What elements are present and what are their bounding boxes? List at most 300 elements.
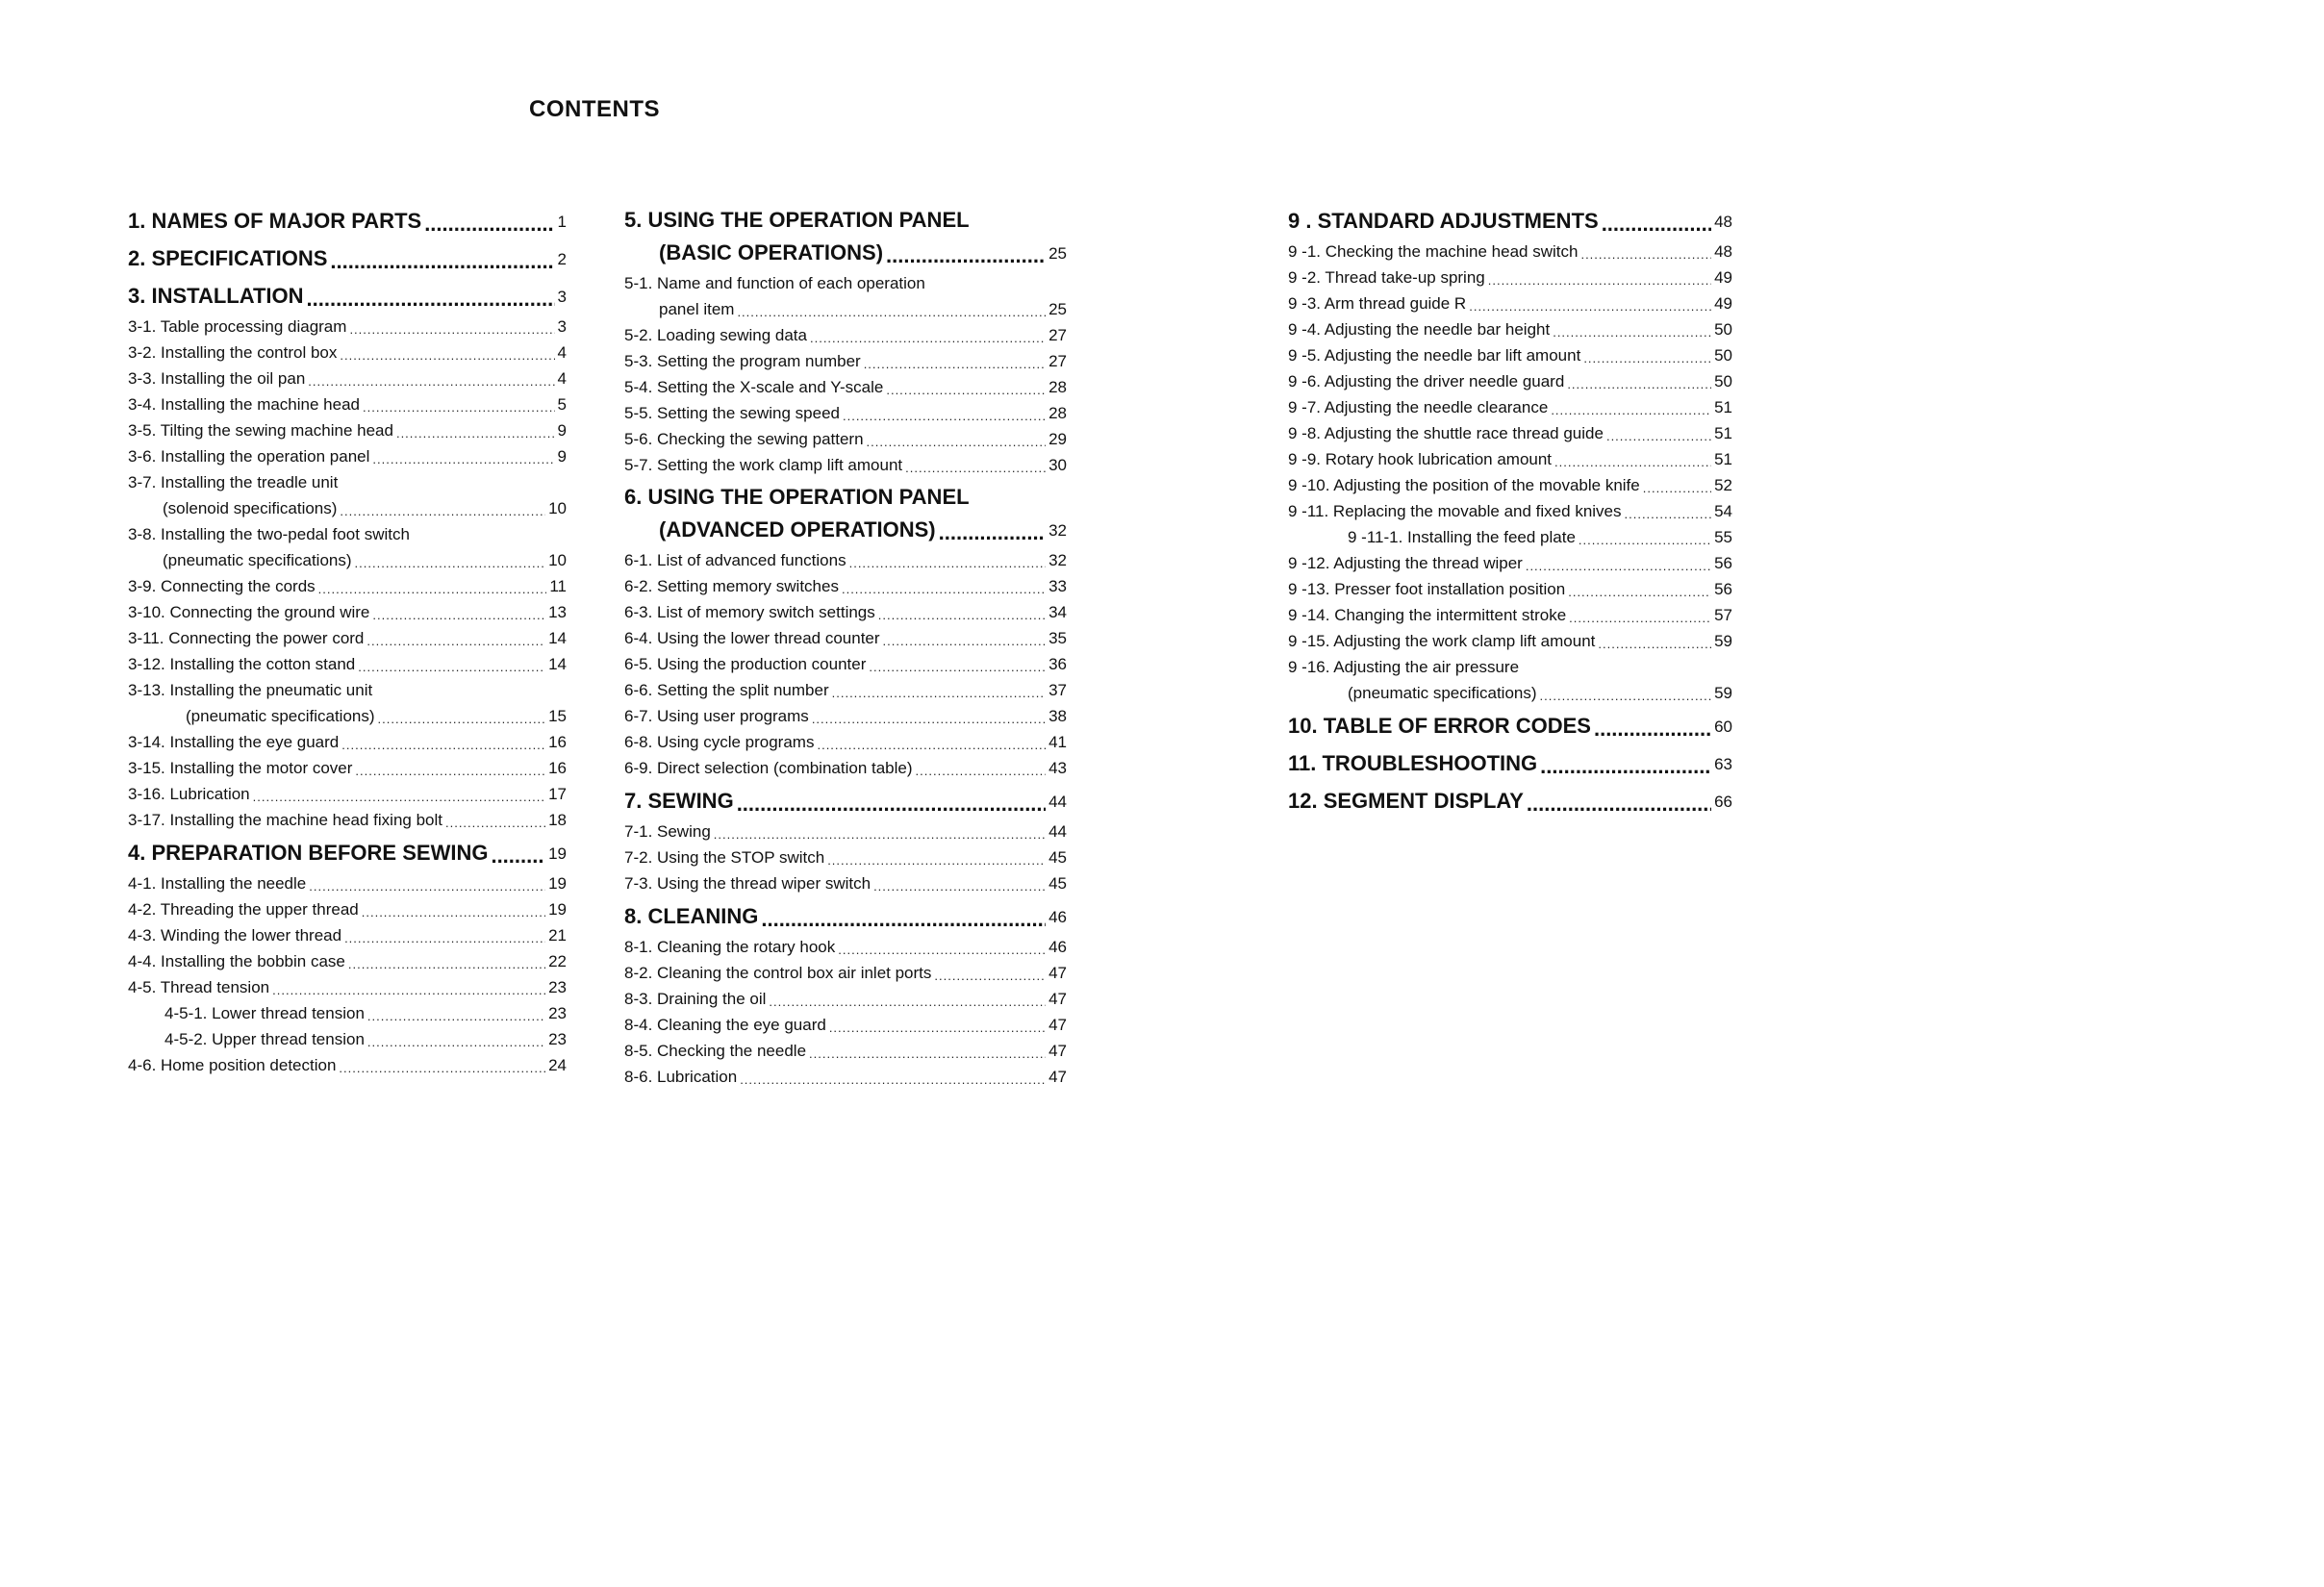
toc-page: 9 [557,421,567,440]
toc-entry[interactable] [1288,446,1732,472]
toc-page: 4 [557,343,567,362]
toc-entry[interactable] [128,495,567,521]
toc-entry[interactable] [128,948,567,974]
toc-page: 32 [1048,521,1067,540]
dot-leader [1606,420,1711,446]
dot-leader [1643,472,1711,498]
toc-label: 3-12. Installing the cotton stand [128,655,356,673]
toc-page: 46 [1048,908,1067,926]
toc-label: 7-1. Sewing [624,822,711,841]
toc-page: 10 [548,499,567,517]
toc-page: 56 [1714,554,1732,572]
dot-leader [358,651,545,677]
dot-leader [1553,316,1711,342]
toc-label: 3-6. Installing the operation panel [128,447,370,466]
toc-page: 66 [1714,793,1732,811]
toc-entry[interactable] [1288,239,1732,264]
toc-label: 8-6. Lubrication [624,1068,738,1086]
dot-leader [761,898,1046,934]
toc-page: 37 [1048,681,1067,699]
toc-entry[interactable] [624,374,1067,400]
dot-leader [737,783,1046,819]
toc-page: 4 [557,369,567,388]
toc-entry[interactable] [624,960,1067,986]
toc-page: 51 [1714,424,1732,442]
toc-entry-line[interactable]: 3-7. Installing the treadle unit [128,473,339,491]
toc-entry[interactable] [128,573,567,599]
toc-entry[interactable] [1288,602,1732,628]
toc-entry[interactable] [624,870,1067,896]
toc-entry[interactable] [624,1012,1067,1038]
dot-leader [867,426,1047,452]
toc-label: 9 -9. Rotary hook lubrication amount [1288,450,1553,468]
toc-entry[interactable] [128,729,567,755]
toc-label: (ADVANCED OPERATIONS) [659,517,936,542]
toc-column-1 [128,201,567,1078]
toc-entry[interactable] [624,729,1067,755]
toc-page: 51 [1714,398,1732,416]
toc-page: 22 [548,952,567,970]
toc-page: 54 [1714,502,1732,520]
toc-page: 48 [1714,242,1732,261]
toc-label: 4-2. Threading the upper thread [128,900,359,919]
toc-label: 7-3. Using the thread wiper switch [624,874,872,893]
toc-label: 6-4. Using the lower thread counter [624,629,880,647]
toc-label: 3-9. Connecting the cords [128,577,316,595]
toc-entry[interactable] [624,986,1067,1012]
toc-label: 3-11. Connecting the power cord [128,629,365,647]
toc-label: 4. PREPARATION BEFORE SEWING [128,841,489,865]
dot-leader [1602,203,1711,239]
toc-page: 3 [557,317,567,336]
toc-entry[interactable] [128,599,567,625]
dot-leader [1554,446,1711,472]
toc-section-1[interactable] [128,203,567,239]
toc-page: 45 [1048,848,1067,867]
toc-page: 25 [1048,244,1067,263]
toc-page: 33 [1048,577,1067,595]
dot-leader [372,599,545,625]
toc-entry[interactable] [128,651,567,677]
toc-section-6[interactable] [624,512,1067,547]
toc-page: 34 [1048,603,1067,621]
toc-page: 43 [1048,759,1067,777]
toc-page: 60 [1714,718,1732,736]
toc-page: 10 [548,551,567,569]
toc-label: 9 -8. Adjusting the shuttle race thread guide [1288,424,1604,442]
dot-leader [1567,368,1711,394]
dot-leader [366,625,545,651]
toc-entry[interactable] [1288,316,1732,342]
dot-leader [396,417,555,443]
toc-label: 3. INSTALLATION [128,284,304,308]
toc-entry[interactable] [1288,264,1732,290]
toc-label: 8-5. Checking the needle [624,1042,807,1060]
toc-page: 50 [1714,372,1732,390]
dot-leader [883,625,1047,651]
toc-entry[interactable] [624,322,1067,348]
toc-entry[interactable] [1288,680,1732,706]
dot-leader [829,1012,1046,1038]
toc-label: 3-16. Lubrication [128,785,250,803]
dot-leader [362,896,545,922]
toc-label: (BASIC OPERATIONS) [659,240,884,264]
toc-section-6-title[interactable]: 6. USING THE OPERATION PANEL [624,485,970,509]
dot-leader [878,599,1046,625]
toc-entry-line[interactable]: 3-13. Installing the pneumatic unit [128,681,373,699]
toc-label: 9 -1. Checking the machine head switch [1288,242,1579,261]
toc-page: 44 [1048,793,1067,811]
toc-entry[interactable] [624,934,1067,960]
dot-leader [367,1000,545,1026]
toc-entry[interactable] [624,1064,1067,1090]
toc-page: 44 [1048,822,1067,841]
toc-entry[interactable] [128,314,567,340]
toc-section-10[interactable] [1288,708,1732,743]
dot-leader [916,755,1047,781]
toc-label: 5-4. Setting the X-scale and Y-scale [624,378,884,396]
toc-page: 28 [1048,404,1067,422]
toc-label: 9 -6. Adjusting the driver needle guard [1288,372,1565,390]
dot-leader [873,870,1046,896]
toc-section-11[interactable] [1288,745,1732,781]
toc-page: 17 [548,785,567,803]
toc-label: 6-8. Using cycle programs [624,733,815,751]
dot-leader [363,391,555,417]
toc-section-9[interactable] [1288,203,1732,239]
toc-page: 47 [1048,1068,1067,1086]
toc-page: 49 [1714,268,1732,287]
toc-entry[interactable] [624,573,1067,599]
toc-entry[interactable] [128,391,567,417]
toc-label: 8. CLEANING [624,904,759,928]
toc-page: 47 [1048,1016,1067,1034]
toc-label: 6-9. Direct selection (combination table) [624,759,913,777]
dot-leader [1580,239,1711,264]
dot-leader [1598,628,1711,654]
toc-label: (pneumatic specifications) [1348,684,1537,702]
toc-page: 1 [557,213,567,231]
dot-leader [842,573,1046,599]
toc-entry-line[interactable]: 3-8. Installing the two-pedal foot switch [128,525,410,543]
toc-label: 3-10. Connecting the ground wire [128,603,370,621]
dot-leader [309,870,545,896]
toc-entry[interactable] [624,296,1067,322]
dot-leader [344,922,545,948]
dot-leader [1625,498,1712,524]
toc-label: 9 -14. Changing the intermittent stroke [1288,606,1567,624]
dot-leader [864,348,1046,374]
toc-label: 8-1. Cleaning the rotary hook [624,938,836,956]
toc-entry-line[interactable]: 9 -16. Adjusting the air pressure [1288,658,1520,676]
dot-leader [424,203,554,239]
toc-label: 5-5. Setting the sewing speed [624,404,840,422]
dot-leader [1579,524,1711,550]
dot-leader [886,235,1046,270]
toc-entry[interactable] [128,340,567,365]
dot-leader [1568,576,1711,602]
dot-leader [838,934,1046,960]
dot-leader [340,495,545,521]
toc-page: 16 [548,733,567,751]
dot-leader [339,1052,545,1078]
toc-label: 3-17. Installing the machine head fixing bolt [128,811,442,829]
dot-leader [378,703,546,729]
toc-label: 7. SEWING [624,789,734,813]
toc-label: 1. NAMES OF MAJOR PARTS [128,209,422,233]
toc-label: 9 -13. Presser foot installation position [1288,580,1566,598]
toc-entry[interactable] [1288,628,1732,654]
dot-leader [714,819,1046,844]
toc-section-12[interactable] [1288,783,1732,819]
toc-section-5-title[interactable]: 5. USING THE OPERATION PANEL [624,208,970,232]
toc-page: 28 [1048,378,1067,396]
dot-leader [827,844,1046,870]
page-title: CONTENTS [529,96,660,122]
toc-entry[interactable] [128,547,567,573]
toc-label: 4-4. Installing the bobbin case [128,952,345,970]
toc-label: 9 -10. Adjusting the position of the movable knife [1288,476,1640,494]
toc-entry[interactable] [624,651,1067,677]
toc-page: 3 [557,288,567,306]
toc-page: 50 [1714,320,1732,339]
toc-label: 6-6. Setting the split number [624,681,829,699]
toc-entry[interactable] [128,1000,567,1026]
toc-label: 9 -7. Adjusting the needle clearance [1288,398,1549,416]
toc-label: 6-1. List of advanced functions [624,551,846,569]
toc-page: 5 [557,395,567,414]
toc-entry[interactable] [128,922,567,948]
toc-entry[interactable] [128,703,567,729]
toc-entry[interactable] [624,348,1067,374]
dot-leader [355,547,546,573]
dot-leader [812,703,1046,729]
toc-label: 3-1. Table processing diagram [128,317,347,336]
toc-label: 9 -11-1. Installing the feed plate [1348,528,1576,546]
toc-page: 55 [1714,528,1732,546]
toc-entry[interactable] [624,599,1067,625]
toc-entry[interactable] [624,677,1067,703]
toc-page: 19 [548,874,567,893]
toc-page: 15 [548,707,567,725]
toc-page: 36 [1048,655,1067,673]
toc-entry[interactable] [128,1026,567,1052]
toc-label: 6-3. List of memory switch settings [624,603,875,621]
dot-leader [355,755,545,781]
dot-leader [445,807,545,833]
dot-leader [253,781,545,807]
toc-page: 25 [1048,300,1067,318]
toc-entry[interactable] [128,1052,567,1078]
toc-page: 19 [548,844,567,863]
dot-leader [307,278,555,314]
toc-label: 3-2. Installing the control box [128,343,338,362]
toc-entry[interactable] [624,547,1067,573]
toc-label: 4-5. Thread tension [128,978,270,996]
dot-leader [1540,745,1711,781]
toc-entry-line[interactable]: 5-1. Name and function of each operation [624,274,925,292]
toc-entry[interactable] [128,870,567,896]
toc-label: 3-4. Installing the machine head [128,395,360,414]
toc-entry[interactable] [128,443,567,469]
toc-page: 57 [1714,606,1732,624]
toc-entry[interactable] [128,974,567,1000]
toc-label: 9 . STANDARD ADJUSTMENTS [1288,209,1599,233]
toc-label: 11. TROUBLESHOOTING [1288,751,1538,775]
toc-label: 4-5-2. Upper thread tension [164,1030,365,1048]
toc-column-2 [624,201,1067,1090]
toc-page: 2 [557,250,567,268]
toc-page: 38 [1048,707,1067,725]
dot-leader [905,452,1046,478]
toc-entry[interactable] [624,844,1067,870]
toc-entry[interactable] [1288,550,1732,576]
toc-page: 46 [1048,938,1067,956]
toc-label: 4-5-1. Lower thread tension [164,1004,365,1022]
toc-page: 51 [1714,450,1732,468]
toc-section-3[interactable] [128,278,567,314]
toc-entry[interactable] [1288,290,1732,316]
toc-section-8[interactable] [624,898,1067,934]
toc-page: 23 [548,1004,567,1022]
toc-entry[interactable] [128,755,567,781]
toc-section-5[interactable] [624,235,1067,270]
toc-label: 6-2. Setting memory switches [624,577,839,595]
dot-leader [737,296,1046,322]
dot-leader [843,400,1046,426]
toc-entry[interactable] [1288,498,1732,524]
toc-entry[interactable] [128,781,567,807]
toc-entry[interactable] [624,426,1067,452]
toc-page: 18 [548,811,567,829]
toc-entry[interactable] [1288,420,1732,446]
dot-leader [869,651,1046,677]
dot-leader [308,365,554,391]
dot-leader [809,1038,1046,1064]
toc-label: 3-3. Installing the oil pan [128,369,306,388]
dot-leader [272,974,545,1000]
toc-label: 4-3. Winding the lower thread [128,926,342,945]
dot-leader [318,573,547,599]
toc-label: (pneumatic specifications) [163,551,352,569]
toc-entry[interactable] [1288,472,1732,498]
toc-entry[interactable] [128,365,567,391]
toc-page: 49 [1714,294,1732,313]
toc-entry[interactable] [1288,368,1732,394]
dot-leader [491,835,545,870]
toc-section-7[interactable] [624,783,1067,819]
toc-page: 11 [549,577,567,595]
toc-page: 23 [548,978,567,996]
dot-leader [367,1026,545,1052]
toc-page: 32 [1048,551,1067,569]
toc-label: 9 -2. Thread take-up spring [1288,268,1485,287]
toc-entry[interactable] [624,819,1067,844]
toc-page: 48 [1714,213,1732,231]
toc-label: 7-2. Using the STOP switch [624,848,825,867]
toc-page: 9 [557,447,567,466]
toc-page: 27 [1048,326,1067,344]
dot-leader [348,948,545,974]
toc-entry[interactable] [624,400,1067,426]
toc-page: 23 [548,1030,567,1048]
toc-page: 56 [1714,580,1732,598]
toc-entry[interactable] [624,452,1067,478]
toc-page: 14 [548,629,567,647]
dot-leader [1583,342,1711,368]
dot-leader [1469,290,1711,316]
dot-leader [817,729,1046,755]
toc-label: 9 -3. Arm thread guide R [1288,294,1467,313]
toc-label: 6-7. Using user programs [624,707,809,725]
toc-section-2[interactable] [128,240,567,276]
dot-leader [849,547,1046,573]
toc-label: 12. SEGMENT DISPLAY [1288,789,1524,813]
dot-leader [1488,264,1711,290]
toc-page: 35 [1048,629,1067,647]
toc-label: 2. SPECIFICATIONS [128,246,328,270]
toc-page: 50 [1714,346,1732,365]
dot-leader [810,322,1046,348]
toc-entry[interactable] [1288,394,1732,420]
toc-page: 30 [1048,456,1067,474]
toc-entry[interactable] [624,703,1067,729]
toc-page: 59 [1714,632,1732,650]
dot-leader [340,340,554,365]
toc-page: 14 [548,655,567,673]
toc-page: 27 [1048,352,1067,370]
toc-page: 45 [1048,874,1067,893]
toc-page: 59 [1714,684,1732,702]
toc-page: 29 [1048,430,1067,448]
toc-label: panel item [659,300,735,318]
toc-label: 8-3. Draining the oil [624,990,767,1008]
toc-entry[interactable] [1288,576,1732,602]
toc-entry[interactable] [128,896,567,922]
toc-label: 5-3. Setting the program number [624,352,861,370]
toc-label: 8-2. Cleaning the control box air inlet ports [624,964,932,982]
toc-page: 47 [1048,1042,1067,1060]
toc-label: 10. TABLE OF ERROR CODES [1288,714,1591,738]
toc-entry[interactable] [128,417,567,443]
dot-leader [1594,708,1711,743]
toc-entry[interactable] [128,625,567,651]
dot-leader [341,729,545,755]
toc-label: 9 -12. Adjusting the thread wiper [1288,554,1523,572]
toc-entry[interactable] [624,1038,1067,1064]
toc-entry[interactable] [624,755,1067,781]
toc-section-4[interactable] [128,835,567,870]
toc-label: (solenoid specifications) [163,499,338,517]
dot-leader [740,1064,1046,1090]
dot-leader [832,677,1046,703]
toc-label: (pneumatic specifications) [186,707,375,725]
toc-entry[interactable] [624,625,1067,651]
dot-leader [1569,602,1711,628]
dot-leader [330,240,554,276]
dot-leader [1551,394,1711,420]
toc-entry[interactable] [128,807,567,833]
toc-entry[interactable] [1288,342,1732,368]
toc-page: 19 [548,900,567,919]
toc-page: 52 [1714,476,1732,494]
dot-leader [1526,550,1711,576]
toc-label: 9 -5. Adjusting the needle bar lift amount [1288,346,1581,365]
toc-column-3 [1288,201,1732,819]
toc-label: 8-4. Cleaning the eye guard [624,1016,826,1034]
toc-label: 4-1. Installing the needle [128,874,307,893]
toc-entry[interactable] [1288,524,1732,550]
